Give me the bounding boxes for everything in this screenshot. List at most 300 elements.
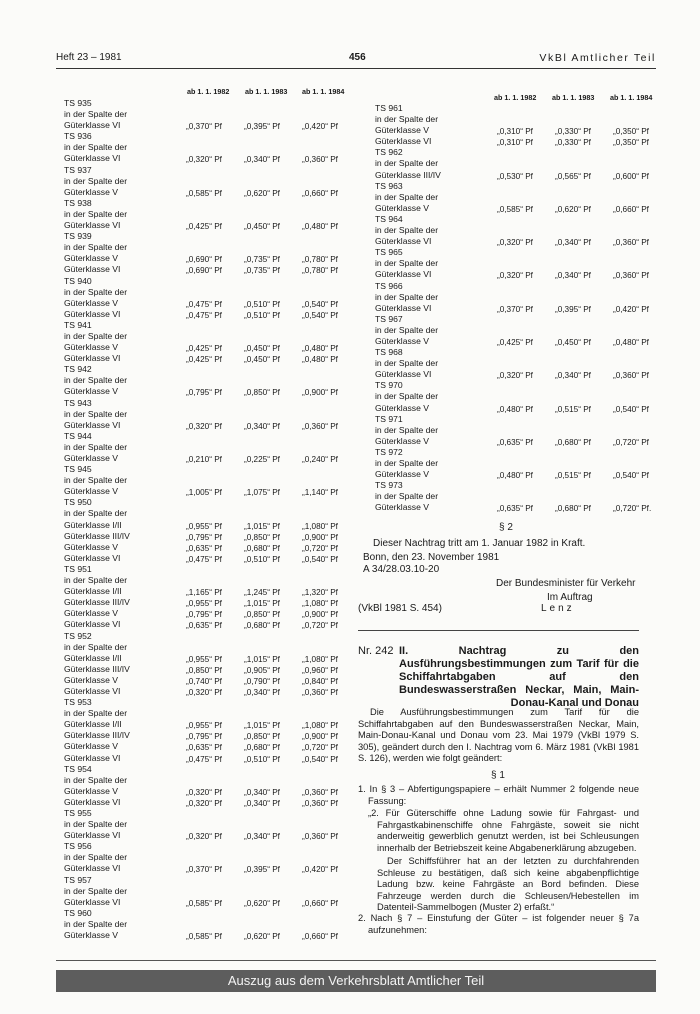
tariff-rate: „0,585“ Pf: [186, 188, 222, 198]
tariff-rate: „0,850“ Pf: [244, 532, 280, 542]
tariff-rate: „0,635“ Pf: [497, 437, 533, 447]
journal-title: VkBl Amtlicher Teil: [539, 52, 656, 64]
tariff-line: Güterklasse III/IV: [375, 169, 441, 180]
tariff-line: Güterklasse I/II: [64, 652, 122, 663]
tariff-line: in der Spalte der: [375, 424, 439, 435]
tariff-rate: „0,480“ Pf: [302, 355, 338, 365]
tariff-rate: „0,635“ Pf: [497, 504, 533, 514]
tariff-rate: „0,480“ Pf: [497, 404, 533, 414]
tariff-rate: „0,350“ Pf: [613, 138, 649, 148]
notice-number: Nr. 242: [358, 645, 394, 657]
tariff-rate: „0,900“ Pf: [302, 610, 338, 620]
right-tariff-list: [375, 103, 665, 513]
tariff-rate: „0,370“ Pf: [186, 865, 222, 875]
tariff-rate: „0,790“ Pf: [244, 676, 280, 686]
tariff-code: TS 956: [64, 841, 92, 852]
left-colhead-1984: ab 1. 1. 1984: [302, 87, 345, 96]
tariff-line: Güterklasse V: [64, 486, 118, 497]
amendment-item-1-paragraph: Der Schiffsführer hat an der letzten zu durchfahrenden Schleuse zu bestätigen, daß sich keine abgabenpflichtige Ladung bzw. keine Fahrgäste an Bord befinden. Diese Fahrzeuge werden durch die Schleusen/Hebestellen im Datenteil-Sammelbogen (Muster 2) erfaßt.“: [377, 856, 639, 913]
tariff-line: in der Spalte der: [64, 242, 128, 253]
tariff-rate: „0,540“ Pf: [302, 754, 338, 764]
tariff-code: TS 950: [64, 497, 92, 508]
tariff-line: in der Spalte der: [64, 575, 128, 586]
tariff-line: Güterklasse V: [64, 608, 118, 619]
tariff-line: Güterklasse VI: [64, 552, 121, 563]
tariff-rate: „0,310“ Pf: [497, 127, 533, 137]
tariff-rate: „0,510“ Pf: [244, 299, 280, 309]
tariff-rate: „0,680“ Pf: [244, 543, 280, 553]
tariff-line: Güterklasse VI: [64, 353, 121, 364]
tariff-line: Güterklasse VI: [64, 863, 121, 874]
tariff-code: TS 960: [64, 907, 92, 918]
notice-title: II. Nachtrag zu den Ausführungsbestimmungen zum Tarif für die Schiffahrtabgaben auf den Bundeswasserstraßen Neckar, Main, Main-Donau-Kanal und Donau: [399, 645, 639, 709]
left-tariff-entry: [64, 908, 354, 941]
tariff-rate: „0,620“ Pf: [555, 204, 591, 214]
tariff-rate: „0,475“ Pf: [186, 754, 222, 764]
tariff-line: in der Spalte der: [375, 225, 439, 236]
right-colhead-1982: ab 1. 1. 1982: [494, 93, 537, 102]
left-tariff-entry: [64, 764, 354, 808]
tariff-rate: „0,850“ Pf: [186, 665, 222, 675]
tariff-rate: „0,795“ Pf: [186, 610, 222, 620]
tariff-rate: „0,395“ Pf: [244, 865, 280, 875]
tariff-line: Güterklasse V: [64, 541, 118, 552]
left-tariff-entry: [64, 497, 354, 564]
tariff-rate: „0,735“ Pf: [244, 266, 280, 276]
tariff-line: in der Spalte der: [375, 391, 439, 402]
tariff-code: TS 936: [64, 131, 92, 142]
tariff-code: TS 973: [375, 480, 403, 491]
tariff-line: Güterklasse I/II: [64, 719, 122, 730]
header-rule: [56, 68, 656, 69]
right-tariff-entry: [375, 103, 665, 147]
tariff-rate: „0,340“ Pf: [555, 238, 591, 248]
right-tariff-entry: [375, 347, 665, 380]
tariff-rate: „1,080“ Pf: [302, 654, 338, 664]
tariff-rate: „0,635“ Pf: [186, 621, 222, 631]
tariff-rate: „1,005“ Pf: [186, 488, 222, 498]
tariff-rate: „0,480“ Pf: [302, 344, 338, 354]
right-tariff-entry: [375, 414, 665, 447]
tariff-line: Güterklasse V: [64, 186, 118, 197]
tariff-line: Güterklasse V: [64, 785, 118, 796]
right-tariff-entry: [375, 247, 665, 280]
tariff-line: in der Spalte der: [64, 918, 128, 929]
tariff-rate: „0,320“ Pf: [186, 155, 222, 165]
tariff-rate: „0,530“ Pf: [497, 171, 533, 181]
signer-title: Der Bundesminister für Verkehr: [496, 578, 636, 589]
tariff-line: in der Spalte der: [64, 475, 128, 486]
tariff-line: Güterklasse I/II: [64, 519, 122, 530]
right-tariff-entry: [375, 214, 665, 247]
tariff-rate: „0,540“ Pf: [302, 554, 338, 564]
tariff-rate: „0,330“ Pf: [555, 127, 591, 137]
tariff-rate: „0,340“ Pf: [555, 271, 591, 281]
tariff-rate: „0,680“ Pf: [244, 743, 280, 753]
tariff-rate: „0,900“ Pf: [302, 532, 338, 542]
tariff-rate: „0,540“ Pf: [302, 310, 338, 320]
page-number: 456: [349, 52, 366, 63]
tariff-rate: „0,720“ Pf: [302, 621, 338, 631]
tariff-rate: „0,515“ Pf: [555, 471, 591, 481]
effective-date-text: Dieser Nachtrag tritt am 1. Januar 1982 in Kraft.: [373, 538, 586, 549]
left-tariff-entry: [64, 808, 354, 841]
tariff-rate: „0,360“ Pf: [302, 421, 338, 431]
tariff-line: in der Spalte der: [64, 852, 128, 863]
tariff-line: Güterklasse V: [64, 930, 118, 941]
tariff-rate: „0,735“ Pf: [244, 255, 280, 265]
tariff-code: TS 963: [375, 180, 403, 191]
footer-banner: Auszug aus dem Verkehrsblatt Amtlicher Teil: [56, 970, 656, 992]
tariff-rate: „0,540“ Pf: [613, 404, 649, 414]
tariff-rate: „0,515“ Pf: [555, 404, 591, 414]
tariff-line: Güterklasse VI: [64, 308, 121, 319]
tariff-line: Güterklasse VI: [375, 269, 432, 280]
tariff-rate: „0,320“ Pf: [497, 371, 533, 381]
tariff-code: TS 937: [64, 164, 92, 175]
tariff-rate: „1,080“ Pf: [302, 521, 338, 531]
tariff-rate: „0,955“ Pf: [186, 521, 222, 531]
tariff-rate: „0,510“ Pf: [244, 554, 280, 564]
section-1-heading: § 1: [491, 770, 505, 781]
tariff-rate: „0,680“ Pf: [555, 437, 591, 447]
tariff-rate: „0,475“ Pf: [186, 554, 222, 564]
tariff-line: Güterklasse III/IV: [64, 663, 130, 674]
tariff-rate: „0,225“ Pf: [244, 455, 280, 464]
tariff-line: in der Spalte der: [64, 109, 128, 120]
tariff-rate: „1,015“ Pf: [244, 599, 280, 609]
tariff-code: TS 966: [375, 280, 403, 291]
tariff-line: Güterklasse VI: [64, 120, 121, 131]
tariff-line: in der Spalte der: [375, 114, 439, 125]
tariff-code: TS 940: [64, 275, 92, 286]
tariff-rate: „1,015“ Pf: [244, 721, 280, 731]
tariff-rate: „0,900“ Pf: [302, 388, 338, 398]
tariff-line: Güterklasse III/IV: [64, 530, 130, 541]
tariff-rate: „0,360“ Pf: [613, 271, 649, 281]
tariff-rate: „0,340“ Pf: [244, 798, 280, 808]
tariff-line: Güterklasse V: [375, 402, 429, 413]
tariff-rate: „0,425“ Pf: [186, 222, 222, 232]
tariff-rate: „0,660“ Pf: [613, 204, 649, 214]
tariff-line: Güterklasse VI: [64, 264, 121, 275]
tariff-rate: „0,620“ Pf: [244, 188, 280, 198]
tariff-code: TS 952: [64, 630, 92, 641]
tariff-rate: „0,660“ Pf: [302, 932, 338, 942]
tariff-line: Güterklasse VI: [64, 752, 121, 763]
tariff-rate: „0,480“ Pf: [497, 471, 533, 481]
amendment-item-1-quote: „2. Für Güterschiffe ohne Ladung sowie für Fahrgast- und Fahrgastkabinenschiffe ohne Fahrgäste, soweit sie nicht anderweitig gewerblich genutzt werden, ist bei Schleusungen innerhalb der Betriebszeit keine Abgabenerklärung abzugeben.: [368, 808, 639, 853]
tariff-line: Güterklasse V: [375, 202, 429, 213]
tariff-rate: „0,310“ Pf: [497, 138, 533, 148]
tariff-line: in der Spalte der: [375, 324, 439, 335]
tariff-line: Güterklasse V: [64, 386, 118, 397]
tariff-rate: „0,360“ Pf: [613, 238, 649, 248]
tariff-line: in der Spalte der: [64, 508, 128, 519]
left-tariff-entry: [64, 464, 354, 497]
left-tariff-entry: [64, 431, 354, 464]
tariff-code: TS 972: [375, 446, 403, 457]
tariff-rate: „0,450“ Pf: [555, 337, 591, 347]
tariff-line: Güterklasse VI: [375, 136, 432, 147]
tariff-line: Güterklasse VI: [64, 685, 121, 696]
tariff-line: Güterklasse V: [375, 502, 429, 513]
section-2-heading: § 2: [499, 522, 513, 533]
tariff-rate: „0,600“ Pf: [613, 171, 649, 181]
tariff-rate: „0,740“ Pf: [186, 676, 222, 686]
tariff-code: TS 971: [375, 413, 403, 424]
tariff-line: in der Spalte der: [64, 142, 128, 153]
tariff-rate: „0,585“ Pf: [186, 898, 222, 908]
tariff-rate: „0,320“ Pf: [497, 271, 533, 281]
tariff-rate: „0,850“ Pf: [244, 388, 280, 398]
tariff-rate: „0,620“ Pf: [244, 932, 280, 942]
tariff-rate: „0,360“ Pf: [613, 371, 649, 381]
tariff-rate: „0,720“ Pf.: [613, 504, 652, 514]
tariff-rate: „0,370“ Pf: [497, 304, 533, 314]
tariff-rate: „0,340“ Pf: [244, 832, 280, 842]
tariff-line: Güterklasse V: [64, 674, 118, 685]
page-header: [56, 48, 656, 66]
tariff-rate: „0,475“ Pf: [186, 299, 222, 309]
tariff-line: in der Spalte der: [64, 885, 128, 896]
tariff-rate: „0,360“ Pf: [302, 155, 338, 165]
tariff-rate: „1,015“ Pf: [244, 521, 280, 531]
tariff-line: in der Spalte der: [375, 358, 439, 369]
issue-label: Heft 23 – 1981: [56, 52, 122, 63]
tariff-code: TS 970: [375, 380, 403, 391]
tariff-rate: „0,480“ Pf: [613, 337, 649, 347]
tariff-rate: „0,680“ Pf: [244, 621, 280, 631]
left-tariff-entry: [64, 398, 354, 431]
reference-number: A 34/28.03.10-20: [363, 564, 440, 575]
tariff-line: Güterklasse III/IV: [64, 597, 130, 608]
left-tariff-entry: [64, 697, 354, 764]
tariff-line: in der Spalte der: [64, 641, 128, 652]
tariff-code: TS 957: [64, 874, 92, 885]
tariff-line: Güterklasse VI: [64, 830, 121, 841]
left-tariff-list: [64, 98, 354, 941]
tariff-rate: „1,320“ Pf: [302, 588, 338, 598]
right-tariff-entry: [375, 480, 665, 513]
left-tariff-entry: [64, 98, 354, 131]
notice-intro: Die Ausführungsbestimmungen zum Tarif für die Schiffahrtabgaben auf den Bundeswasserstraßen Neckar, Main, Main-Donau-Kanal und Donau vom 23. Mai 1979 (VkBl 1979 S. 305), geändert durch den I. Nachtrag vom 6. März 1981 (VkBl 1981 S. 126), werden wie folgt geändert:: [358, 707, 639, 764]
left-tariff-entry: [64, 564, 354, 631]
tariff-rate: „0,660“ Pf: [302, 188, 338, 198]
tariff-line: Güterklasse VI: [64, 796, 121, 807]
tariff-rate: „0,360“ Pf: [302, 688, 338, 697]
tariff-rate: „1,245“ Pf: [244, 588, 280, 598]
tariff-rate: „0,840“ Pf: [302, 676, 338, 686]
left-tariff-entry: [64, 231, 354, 275]
right-tariff-entry: [375, 147, 665, 180]
tariff-rate: „0,565“ Pf: [555, 171, 591, 181]
tariff-rate: „0,450“ Pf: [244, 355, 280, 365]
tariff-line: in der Spalte der: [64, 708, 128, 719]
tariff-rate: „0,780“ Pf: [302, 255, 338, 265]
tariff-rate: „0,635“ Pf: [186, 543, 222, 553]
tariff-line: in der Spalte der: [375, 191, 439, 202]
amendment-item-2: 2. Nach § 7 – Einstufung der Güter – ist folgender neuer § 7a aufzunehmen:: [358, 913, 639, 935]
tariff-code: TS 941: [64, 319, 92, 330]
tariff-rate: „0,425“ Pf: [186, 355, 222, 365]
tariff-line: Güterklasse III/IV: [64, 730, 130, 741]
tariff-rate: „0,420“ Pf: [613, 304, 649, 314]
tariff-rate: „0,720“ Pf: [302, 743, 338, 753]
tariff-rate: „0,425“ Pf: [186, 344, 222, 354]
tariff-rate: „0,370“ Pf: [186, 122, 222, 132]
tariff-line: in der Spalte der: [375, 458, 439, 468]
left-tariff-entry: [64, 165, 354, 198]
tariff-line: in der Spalte der: [375, 291, 439, 302]
tariff-line: Güterklasse V: [64, 741, 118, 752]
tariff-rate: „0,320“ Pf: [186, 832, 222, 842]
tariff-rate: „0,475“ Pf: [186, 310, 222, 320]
right-tariff-entry: [375, 314, 665, 347]
tariff-line: Güterklasse VI: [375, 302, 432, 313]
tariff-line: in der Spalte der: [64, 441, 128, 452]
tariff-line: Güterklasse V: [375, 435, 429, 446]
tariff-line: in der Spalte der: [375, 258, 439, 269]
tariff-rate: „1,015“ Pf: [244, 654, 280, 664]
signer-name: Lenz: [541, 603, 575, 614]
left-tariff-entry: [64, 198, 354, 231]
left-tariff-entry: [64, 631, 354, 698]
tariff-rate: „0,320“ Pf: [186, 688, 222, 697]
tariff-rate: „0,720“ Pf: [613, 437, 649, 447]
tariff-rate: „0,340“ Pf: [244, 787, 280, 797]
tariff-line: Güterklasse VI: [375, 236, 432, 247]
tariff-code: TS 954: [64, 763, 92, 774]
tariff-line: in der Spalte der: [64, 286, 128, 297]
amendment-item-1: 1. In § 3 – Abfertigungspapiere – erhält Nummer 2 folgende neue Fassung:: [358, 784, 639, 806]
tariff-line: Güterklasse VI: [64, 153, 121, 164]
tariff-line: in der Spalte der: [64, 330, 128, 341]
tariff-code: TS 953: [64, 697, 92, 708]
tariff-line: Güterklasse VI: [64, 419, 121, 430]
tariff-rate: „0,360“ Pf: [302, 832, 338, 842]
tariff-rate: „0,510“ Pf: [244, 754, 280, 764]
right-colhead-1984: ab 1. 1. 1984: [610, 93, 653, 102]
left-tariff-entry: [64, 276, 354, 320]
tariff-rate: „0,420“ Pf: [302, 865, 338, 875]
tariff-rate: „0,510“ Pf: [244, 310, 280, 320]
tariff-rate: „0,690“ Pf: [186, 255, 222, 265]
tariff-rate: „0,320“ Pf: [186, 787, 222, 797]
left-colhead-1982: ab 1. 1. 1982: [187, 87, 230, 96]
tariff-line: Güterklasse V: [64, 253, 118, 264]
tariff-code: TS 935: [64, 98, 92, 108]
tariff-rate: „0,450“ Pf: [244, 344, 280, 354]
tariff-rate: „0,905“ Pf: [244, 665, 280, 675]
tariff-code: TS 945: [64, 464, 92, 475]
tariff-line: Güterklasse VI: [64, 619, 121, 630]
tariff-rate: „0,320“ Pf: [186, 798, 222, 808]
tariff-rate: „0,960“ Pf: [302, 665, 338, 675]
tariff-rate: „0,360“ Pf: [302, 798, 338, 808]
tariff-rate: „0,955“ Pf: [186, 654, 222, 664]
tariff-line: in der Spalte der: [64, 819, 128, 830]
tariff-rate: „0,690“ Pf: [186, 266, 222, 276]
tariff-rate: „0,350“ Pf: [613, 127, 649, 137]
left-colhead-1983: ab 1. 1. 1983: [245, 87, 288, 96]
tariff-rate: „0,480“ Pf: [302, 222, 338, 232]
left-tariff-entry: [64, 320, 354, 364]
left-tariff-entry: [64, 364, 354, 397]
tariff-code: TS 944: [64, 430, 92, 441]
tariff-code: TS 962: [375, 147, 403, 158]
tariff-code: TS 967: [375, 313, 403, 324]
place-date: Bonn, den 23. November 1981: [363, 552, 500, 563]
tariff-rate: „1,165“ Pf: [186, 588, 222, 598]
tariff-rate: „0,395“ Pf: [555, 304, 591, 314]
tariff-rate: „1,080“ Pf: [302, 721, 338, 731]
tariff-rate: „0,320“ Pf: [186, 421, 222, 431]
tariff-rate: „0,955“ Pf: [186, 599, 222, 609]
tariff-code: TS 942: [64, 364, 92, 375]
tariff-line: Güterklasse V: [375, 125, 429, 136]
left-tariff-entry: [64, 841, 354, 874]
right-tariff-entry: [375, 380, 665, 413]
tariff-rate: „0,395“ Pf: [244, 122, 280, 132]
tariff-rate: „0,795“ Pf: [186, 532, 222, 542]
tariff-line: Güterklasse VI: [64, 896, 121, 907]
tariff-rate: „0,360“ Pf: [302, 787, 338, 797]
tariff-rate: „0,540“ Pf: [302, 299, 338, 309]
tariff-rate: „0,420“ Pf: [302, 122, 338, 132]
tariff-rate: „0,955“ Pf: [186, 721, 222, 731]
tariff-rate: „0,450“ Pf: [244, 222, 280, 232]
tariff-rate: „1,075“ Pf: [244, 488, 280, 498]
tariff-rate: „0,340“ Pf: [244, 155, 280, 165]
tariff-line: Güterklasse VI: [375, 369, 432, 380]
tariff-rate: „0,340“ Pf: [555, 371, 591, 381]
tariff-line: in der Spalte der: [64, 175, 128, 186]
tariff-code: TS 964: [375, 213, 403, 224]
tariff-line: in der Spalte der: [375, 491, 439, 502]
tariff-code: TS 951: [64, 563, 92, 574]
tariff-rate: „0,850“ Pf: [244, 610, 280, 620]
tariff-rate: „0,780“ Pf: [302, 266, 338, 276]
tariff-code: TS 955: [64, 808, 92, 818]
footer-rule: [56, 960, 656, 961]
right-tariff-entry: [375, 181, 665, 214]
tariff-rate: „0,320“ Pf: [497, 238, 533, 248]
tariff-rate: „0,635“ Pf: [186, 743, 222, 753]
tariff-line: Güterklasse I/II: [64, 586, 122, 597]
right-colhead-1983: ab 1. 1. 1983: [552, 93, 595, 102]
tariff-code: TS 939: [64, 231, 92, 242]
tariff-rate: „0,340“ Pf: [244, 421, 280, 431]
left-tariff-entry: [64, 875, 354, 908]
tariff-rate: „0,680“ Pf: [555, 504, 591, 514]
notice-divider: [358, 630, 639, 631]
signer-on-behalf: Im Auftrag: [547, 592, 593, 603]
citation: (VkBl 1981 S. 454): [358, 603, 442, 614]
tariff-rate: „1,080“ Pf: [302, 599, 338, 609]
tariff-rate: „0,585“ Pf: [186, 932, 222, 942]
tariff-line: Güterklasse V: [64, 297, 118, 308]
tariff-rate: „0,330“ Pf: [555, 138, 591, 148]
tariff-rate: „0,340“ Pf: [244, 688, 280, 697]
tariff-line: in der Spalte der: [64, 375, 128, 386]
right-tariff-entry: [375, 447, 665, 480]
tariff-rate: „0,425“ Pf: [497, 337, 533, 347]
tariff-line: Güterklasse V: [375, 335, 429, 346]
tariff-rate: „0,620“ Pf: [244, 898, 280, 908]
tariff-rate: „0,795“ Pf: [186, 388, 222, 398]
tariff-rate: „0,850“ Pf: [244, 732, 280, 742]
